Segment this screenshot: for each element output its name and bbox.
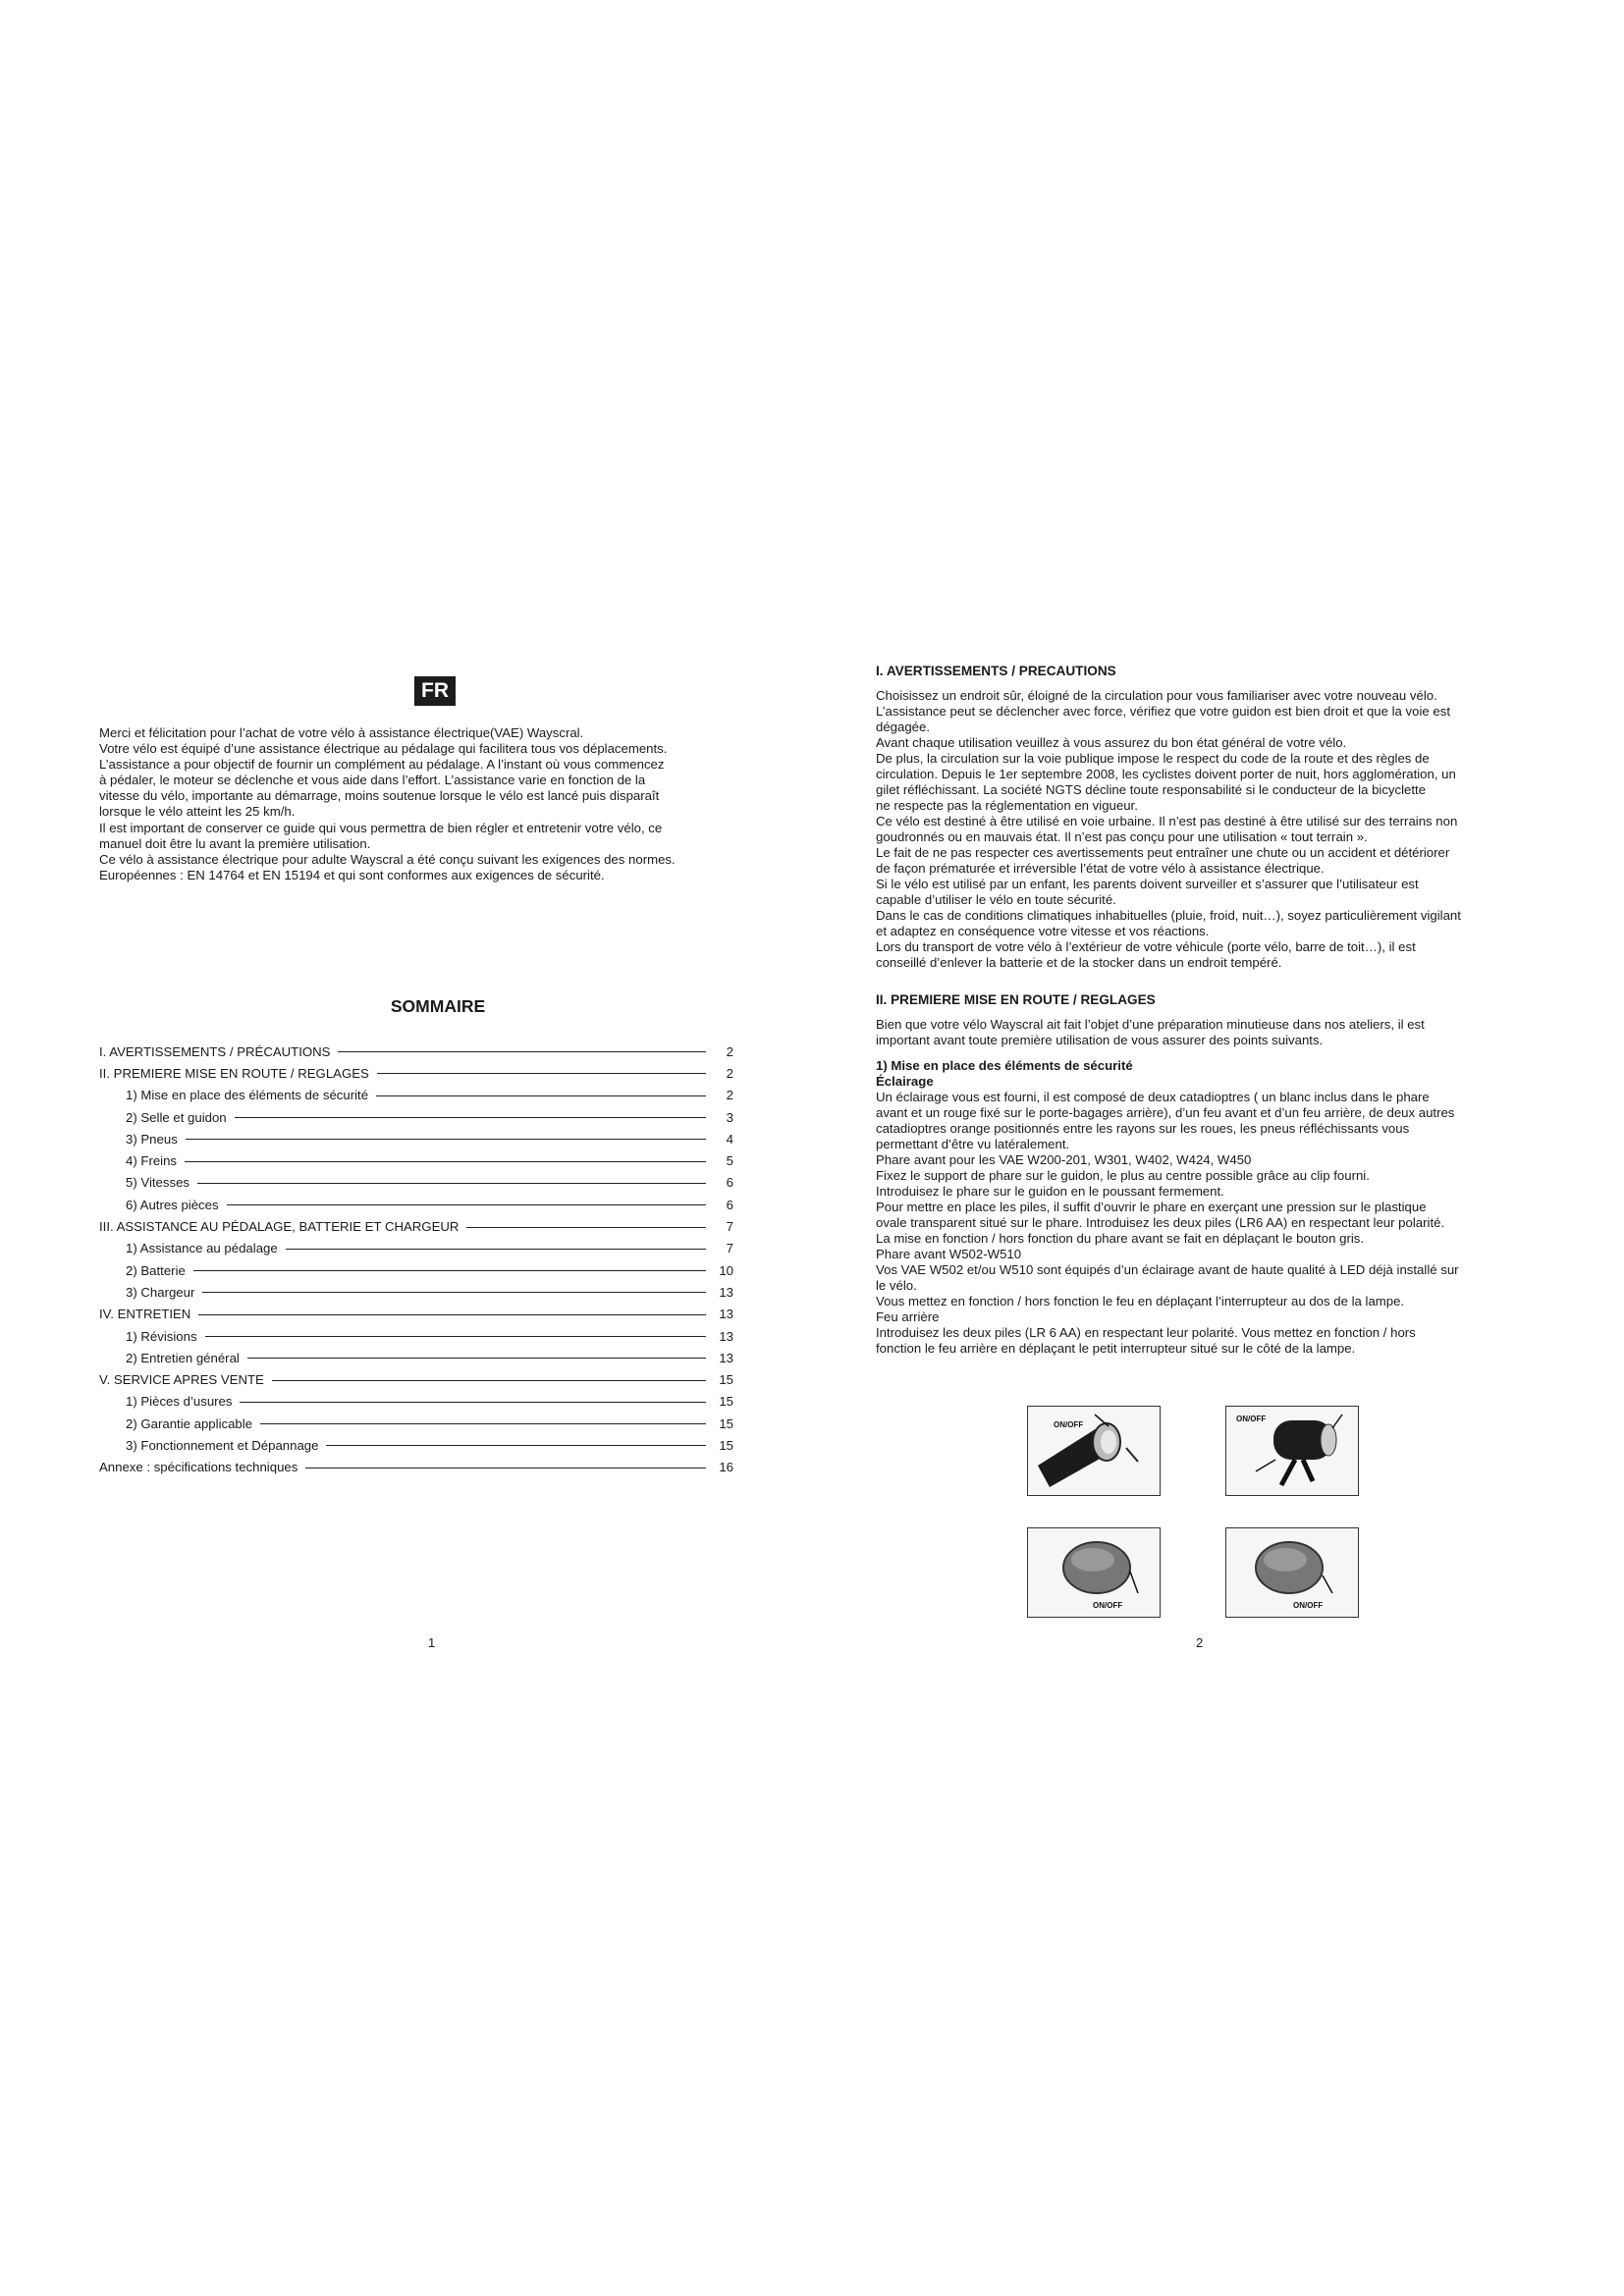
toc-entry[interactable] xyxy=(99,1368,733,1390)
toc-label: 2) Garantie applicable xyxy=(126,1415,253,1431)
toc-page: 7 xyxy=(726,1219,733,1235)
front-light-illustration xyxy=(1028,1407,1160,1495)
toc-leader xyxy=(286,1249,706,1250)
table-of-contents xyxy=(99,1041,733,1478)
body-line: fonction le feu arrière en déplaçant le petit interrupteur situé sur le côté de la lampe. xyxy=(876,1341,1356,1356)
toc-leader xyxy=(338,1051,706,1052)
body-line: Lors du transport de votre vélo à l’extérieur de votre véhicule (porte vélo, barre de toit…), il est xyxy=(876,939,1416,954)
toc-entry[interactable] xyxy=(99,1304,733,1325)
body-line: Introduisez les deux piles (LR 6 AA) en respectant leur polarité. Vous mettez en fonction / hors xyxy=(876,1325,1416,1340)
toc-label: 1) Mise en place des éléments de sécurité xyxy=(126,1088,369,1103)
toc-page: 5 xyxy=(726,1153,733,1169)
toc-page: 15 xyxy=(719,1415,733,1431)
toc-entry[interactable] xyxy=(99,1041,733,1062)
body-line: Phare avant W502-W510 xyxy=(876,1247,1022,1261)
body-line: Phare avant pour les VAE W200-201, W301, W402, W424, W450 xyxy=(876,1152,1252,1167)
on-off-label: ON/OFF xyxy=(1236,1415,1267,1423)
toc-entry[interactable] xyxy=(99,1172,733,1194)
intro-line: Merci et félicitation pour l’achat de votre vélo à assistance électrique(VAE) Wayscral. xyxy=(99,725,584,740)
body-line: Choisissez un endroit sûr, éloigné de la circulation pour vous familiariser avec votre nouveau vélo. xyxy=(876,688,1437,703)
intro-line: Il est important de conserver ce guide qui vous permettra de bien régler et entretenir votre vélo, ce xyxy=(99,820,663,835)
right-page-content xyxy=(876,664,1543,1357)
toc-page: 15 xyxy=(719,1372,733,1388)
body-line: et adaptez en conséquence votre vitesse et vos réactions. xyxy=(876,924,1210,938)
body-line: catadioptres orange positionnés entre les rayons sur les roues, les pneus réfléchissants vous xyxy=(876,1121,1410,1136)
body-line: Pour mettre en place les piles, il suffit d’ouvrir le phare en exerçant une pression sur le plastique xyxy=(876,1200,1427,1214)
toc-label: 2) Entretien général xyxy=(126,1350,240,1365)
photo-front-light-1 xyxy=(1027,1406,1161,1496)
toc-page: 15 xyxy=(719,1394,733,1410)
toc-label: III. ASSISTANCE AU PÉDALAGE, BATTERIE ET CHARGEUR xyxy=(99,1219,460,1235)
body-line: L’assistance peut se déclencher avec force, vérifiez que votre guidon est bien droit et que la voie est xyxy=(876,704,1450,719)
on-off-label: ON/OFF xyxy=(1054,1420,1084,1429)
light-photos xyxy=(1027,1406,1380,1620)
toc-page: 6 xyxy=(726,1197,733,1212)
toc-leader xyxy=(205,1336,706,1337)
toc-page: 3 xyxy=(726,1109,733,1125)
toc-leader xyxy=(247,1358,706,1359)
photo-front-light-2 xyxy=(1225,1406,1359,1496)
toc-entry[interactable] xyxy=(99,1194,733,1215)
toc-label: 1) Assistance au pédalage xyxy=(126,1241,278,1256)
body-line: Un éclairage vous est fourni, il est composé de deux catadioptres ( un blanc inclus dans le phare xyxy=(876,1090,1430,1104)
toc-leader xyxy=(260,1423,706,1424)
body-line: Vos VAE W502 et/ou W510 sont équipés d’un éclairage avant de haute qualité à LED déjà installé sur xyxy=(876,1262,1459,1277)
toc-leader xyxy=(186,1139,706,1140)
toc-entry[interactable] xyxy=(99,1238,733,1259)
body-line: gilet réfléchissant. La société NGTS décline toute responsabilité si le conducteur de la bicyclette xyxy=(876,782,1427,797)
toc-page: 4 xyxy=(726,1131,733,1147)
toc-entry[interactable] xyxy=(99,1259,733,1281)
body-line: Ce vélo est destiné à être utilisé en voie urbaine. Il n’est pas destiné à être utilisé sur des terrains non xyxy=(876,814,1458,828)
toc-page: 13 xyxy=(719,1284,733,1300)
page-number-left: 1 xyxy=(428,1635,436,1650)
body-line: circulation. Depuis le 1er septembre 2008, les cyclistes doivent porter de nuit, hors agglomération, un xyxy=(876,767,1456,781)
body-line: Bien que votre vélo Wayscral ait fait l’objet d’une préparation minutieuse dans nos ateliers, il est xyxy=(876,1017,1425,1032)
toc-leader xyxy=(326,1445,706,1446)
toc-label: I. AVERTISSEMENTS / PRÉCAUTIONS xyxy=(99,1043,331,1059)
toc-page: 15 xyxy=(719,1437,733,1453)
toc-entry[interactable] xyxy=(99,1325,733,1347)
body-line: le vélo. xyxy=(876,1278,917,1293)
toc-entry[interactable] xyxy=(99,1085,733,1106)
toc-page: 16 xyxy=(719,1460,733,1475)
toc-label: IV. ENTRETIEN xyxy=(99,1307,191,1322)
sommaire-title: SOMMAIRE xyxy=(390,996,486,1016)
intro-line: lorsque le vélo atteint les 25 km/h. xyxy=(99,804,296,820)
toc-page: 2 xyxy=(726,1043,733,1059)
body-line: capable d’utiliser le vélo en toute sécurité. xyxy=(876,892,1116,907)
photo-rear-light-2 xyxy=(1225,1527,1359,1618)
toc-label: 3) Chargeur xyxy=(126,1284,195,1300)
toc-entry[interactable] xyxy=(99,1149,733,1171)
intro-text xyxy=(99,725,753,883)
body-line: important avant toute première utilisation de vous assurer des points suivants. xyxy=(876,1033,1324,1047)
toc-page: 10 xyxy=(719,1262,733,1278)
toc-leader xyxy=(227,1204,706,1205)
body-line: Si le vélo est utilisé par un enfant, les parents doivent surveiller et s’assurer que l’utilisateur est xyxy=(876,877,1419,891)
toc-leader xyxy=(197,1183,706,1184)
toc-label: Annexe : spécifications techniques xyxy=(99,1460,298,1475)
toc-leader xyxy=(235,1117,706,1118)
toc-label: 6) Autres pièces xyxy=(126,1197,219,1212)
toc-label: V. SERVICE APRES VENTE xyxy=(99,1372,264,1388)
toc-page: 13 xyxy=(719,1328,733,1344)
toc-entry[interactable] xyxy=(99,1215,733,1237)
intro-line: vitesse du vélo, importante au démarrage, moins soutenue lorsque le vélo est lancé puis disparaît xyxy=(99,788,660,804)
body-line: De plus, la circulation sur la voie publique impose le respect du code de la route et des règles de xyxy=(876,751,1430,766)
toc-leader xyxy=(377,1073,706,1074)
toc-label: 2) Selle et guidon xyxy=(126,1109,227,1125)
toc-label: 3) Pneus xyxy=(126,1131,178,1147)
body-line: avant et un rouge fixé sur le porte-bagages arrière), d’un feu avant et d’un feu arrière, de deux autres xyxy=(876,1105,1455,1120)
photo-rear-light-1 xyxy=(1027,1527,1161,1618)
toc-label: II. PREMIERE MISE EN ROUTE / REGLAGES xyxy=(99,1065,369,1081)
intro-line: manuel doit être lu avant la première utilisation. xyxy=(99,835,371,851)
toc-leader xyxy=(193,1270,706,1271)
body-line: permettant d’être vu latéralement. xyxy=(876,1137,1070,1151)
toc-entry[interactable] xyxy=(99,1347,733,1368)
body-line: goudronnés ou en mauvais état. Il n’est pas conçu pour une utilisation « tout terrain ». xyxy=(876,829,1368,844)
body-line: dégagée. xyxy=(876,720,931,734)
body-line: Dans le cas de conditions climatiques inhabituelles (pluie, froid, nuit…), soyez particulièrement vigilant xyxy=(876,908,1461,923)
intro-line: Européennes : EN 14764 et EN 15194 et qui sont conformes aux exigences de sécurité. xyxy=(99,867,605,882)
toc-leader xyxy=(466,1227,706,1228)
toc-leader xyxy=(272,1380,706,1381)
body-line: conseillé d’enlever la batterie et de la stocker dans un endroit tempéré. xyxy=(876,955,1282,970)
intro-line: L’assistance a pour objectif de fournir un complément au pédalage. A l’instant où vous commencez xyxy=(99,757,665,773)
on-off-label: ON/OFF xyxy=(1093,1601,1123,1610)
body-line: Feu arrière xyxy=(876,1309,940,1324)
rear-light-illustration xyxy=(1226,1528,1358,1617)
language-badge: FR xyxy=(414,676,456,706)
toc-page: 6 xyxy=(726,1175,733,1191)
toc-leader xyxy=(185,1161,706,1162)
toc-entry[interactable] xyxy=(99,1434,733,1456)
toc-label: 5) Vitesses xyxy=(126,1175,189,1191)
body-line: La mise en fonction / hors fonction du phare avant se fait en déplaçant le bouton gris. xyxy=(876,1231,1365,1246)
intro-line: Ce vélo à assistance électrique pour adulte Wayscral a été conçu suivant les exigences des normes. xyxy=(99,851,676,867)
body-line: ovale transparent situé sur le phare. Introduisez les deux piles (LR6 AA) en respectant leur polarité. xyxy=(876,1215,1445,1230)
section-title: II. PREMIERE MISE EN ROUTE / REGLAGES xyxy=(876,992,1156,1007)
subsection-heading: Éclairage xyxy=(876,1074,934,1089)
toc-label: 1) Pièces d’usures xyxy=(126,1394,233,1410)
toc-label: 4) Freins xyxy=(126,1153,178,1169)
section-title: I. AVERTISSEMENTS / PRECAUTIONS xyxy=(876,664,1116,678)
subsection-title: 1) Mise en place des éléments de sécurité xyxy=(876,1058,1133,1073)
toc-page: 2 xyxy=(726,1088,733,1103)
body-line: Fixez le support de phare sur le guidon, le plus au centre possible grâce au clip fourni. xyxy=(876,1168,1370,1183)
toc-label: 2) Batterie xyxy=(126,1262,186,1278)
body-line: Avant chaque utilisation veuillez à vous assurez du bon état général de votre vélo. xyxy=(876,735,1347,750)
toc-entry[interactable] xyxy=(99,1281,733,1303)
body-line: ne respecte pas la réglementation en vigueur. xyxy=(876,798,1138,813)
body-line: de façon prématurée et irréversible l’état de votre vélo à assistance électrique. xyxy=(876,861,1325,876)
intro-line: à pédaler, le moteur se déclenche et vous aide dans l’effort. L’assistance varie en fonction de la xyxy=(99,773,646,788)
toc-entry[interactable] xyxy=(99,1128,733,1149)
body-line: Le fait de ne pas respecter ces avertissements peut entraîner une chute ou un accident et détériorer xyxy=(876,845,1450,860)
toc-leader xyxy=(240,1402,706,1403)
toc-page: 13 xyxy=(719,1350,733,1365)
toc-label: 1) Révisions xyxy=(126,1328,197,1344)
toc-entry[interactable] xyxy=(99,1413,733,1434)
toc-page: 2 xyxy=(726,1065,733,1081)
toc-entry[interactable] xyxy=(99,1457,733,1478)
toc-entry[interactable] xyxy=(99,1062,733,1084)
intro-line: Votre vélo est équipé d’une assistance électrique au pédalage qui facilitera tous vos déplacements. xyxy=(99,741,668,757)
toc-leader xyxy=(198,1314,706,1315)
toc-page: 13 xyxy=(719,1307,733,1322)
on-off-label: ON/OFF xyxy=(1293,1601,1324,1610)
toc-leader xyxy=(376,1095,706,1096)
toc-label: 3) Fonctionnement et Dépannage xyxy=(126,1437,319,1453)
body-line: Introduisez le phare sur le guidon en le poussant fermement. xyxy=(876,1184,1224,1199)
toc-entry[interactable] xyxy=(99,1106,733,1128)
page-number-right: 2 xyxy=(1196,1635,1204,1650)
body-line: Vous mettez en fonction / hors fonction le feu en déplaçant l’interrupteur au dos de la lampe. xyxy=(876,1294,1405,1308)
toc-leader xyxy=(202,1292,706,1293)
toc-entry[interactable] xyxy=(99,1391,733,1413)
toc-page: 7 xyxy=(726,1241,733,1256)
